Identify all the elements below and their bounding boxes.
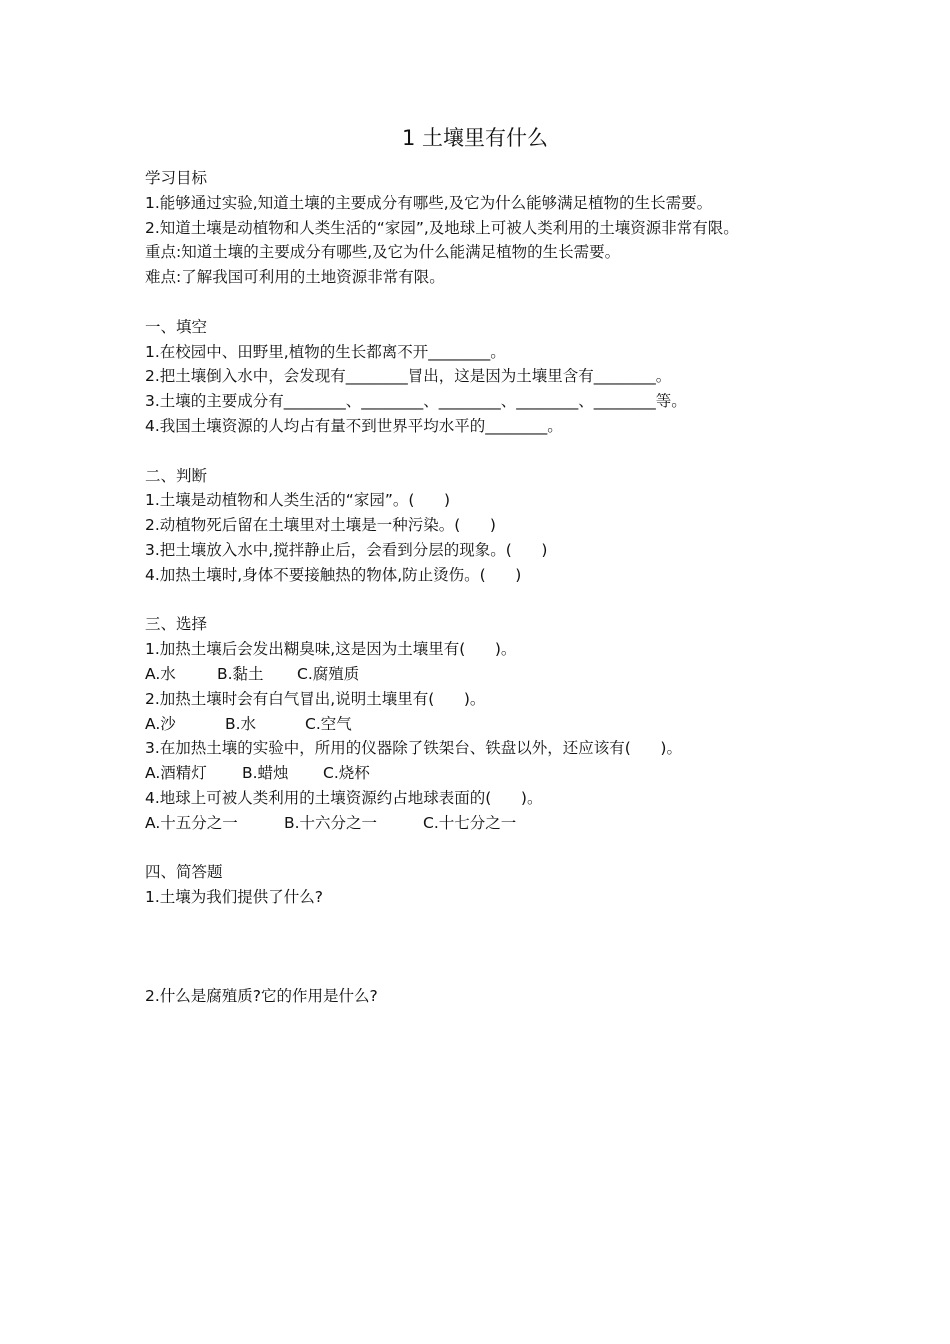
objective-line: 2.知道土壤是动植物和人类生活的“家园”,及地球上可被人类利用的土壤资源非常有限。 <box>145 218 739 237</box>
fill-blank-question: 1.在校园中、田野里,植物的生长都离不开________。 <box>145 342 506 361</box>
choice-question: 3.在加热土壤的实验中，所用的仪器除了铁架台、铁盘以外，还应该有( )。 <box>145 739 682 758</box>
fill-blank-section <box>145 315 845 439</box>
short-answer-question: 2.什么是腐殖质?它的作用是什么? <box>145 987 378 1006</box>
short-answer-section <box>145 860 845 1009</box>
objective-line: 1.能够通过实验,知道土壤的主要成分有哪些,及它为什么能够满足植物的生长需要。 <box>145 193 713 212</box>
option-a: A.水 <box>145 664 176 683</box>
option-b: B.黏土 <box>217 664 264 683</box>
option-b: B.十六分之一 <box>284 813 378 832</box>
option-a: A.十五分之一 <box>145 813 238 832</box>
option-c: C.十七分之一 <box>423 813 517 832</box>
spacer <box>145 836 845 861</box>
judge-question: 1.土壤是动植物和人类生活的“家园”。( ) <box>145 491 451 510</box>
fill-blank-question: 3.土壤的主要成分有________、________、________、________、________等。 <box>145 392 687 411</box>
choice-question: 2.加热土壤时会有白气冒出,说明土壤里有( )。 <box>145 689 486 708</box>
fill-blank-question: 2.把土壤倒入水中，会发现有________冒出，这是因为土壤里含有________。 <box>145 367 672 386</box>
choice-options <box>145 761 845 786</box>
short-answer-question: 1.土壤为我们提供了什么? <box>145 888 324 907</box>
option-a: A.沙 <box>145 714 176 733</box>
option-b: B.蜡烛 <box>242 764 289 783</box>
choice-options <box>145 662 845 687</box>
answer-space <box>145 910 845 984</box>
judge-section <box>145 464 845 588</box>
page-title: 1 土壤里有什么 <box>401 126 549 150</box>
judge-question: 3.把土壤放入水中,搅拌静止后，会看到分层的现象。( ) <box>145 540 548 559</box>
option-b: B.水 <box>225 714 257 733</box>
key-point-line: 重点:知道土壤的主要成分有哪些,及它为什么能满足植物的生长需要。 <box>145 243 621 262</box>
option-c: C.空气 <box>305 714 352 733</box>
learning-objectives <box>145 166 845 290</box>
choice-section <box>145 612 845 835</box>
choice-options <box>145 712 845 737</box>
option-c: C.腐殖质 <box>297 664 360 683</box>
spacer <box>145 588 845 613</box>
section-heading: 二、判断 <box>145 466 208 485</box>
difficulty-line: 难点:了解我国可利用的土地资源非常有限。 <box>145 268 445 287</box>
choice-question: 1.加热土壤后会发出糊臭味,这是因为土壤里有( )。 <box>145 640 517 659</box>
spacer <box>145 290 845 315</box>
choice-options <box>145 811 845 836</box>
section-heading: 一、填空 <box>145 317 208 336</box>
spacer <box>145 439 845 464</box>
judge-question: 4.加热土壤时,身体不要接触热的物体,防止烫伤。( ) <box>145 565 522 584</box>
judge-question: 2.动植物死后留在土壤里对土壤是一种污染。( ) <box>145 516 496 535</box>
option-c: C.烧杯 <box>323 764 370 783</box>
objectives-heading: 学习目标 <box>145 169 208 187</box>
section-heading: 四、简答题 <box>145 863 223 882</box>
fill-blank-question: 4.我国土壤资源的人均占有量不到世界平均水平的________。 <box>145 416 563 435</box>
choice-question: 4.地球上可被人类利用的土壤资源约占地球表面的( )。 <box>145 788 543 807</box>
section-heading: 三、选择 <box>145 615 208 634</box>
option-a: A.酒精灯 <box>145 764 207 783</box>
worksheet-body <box>145 166 845 1009</box>
